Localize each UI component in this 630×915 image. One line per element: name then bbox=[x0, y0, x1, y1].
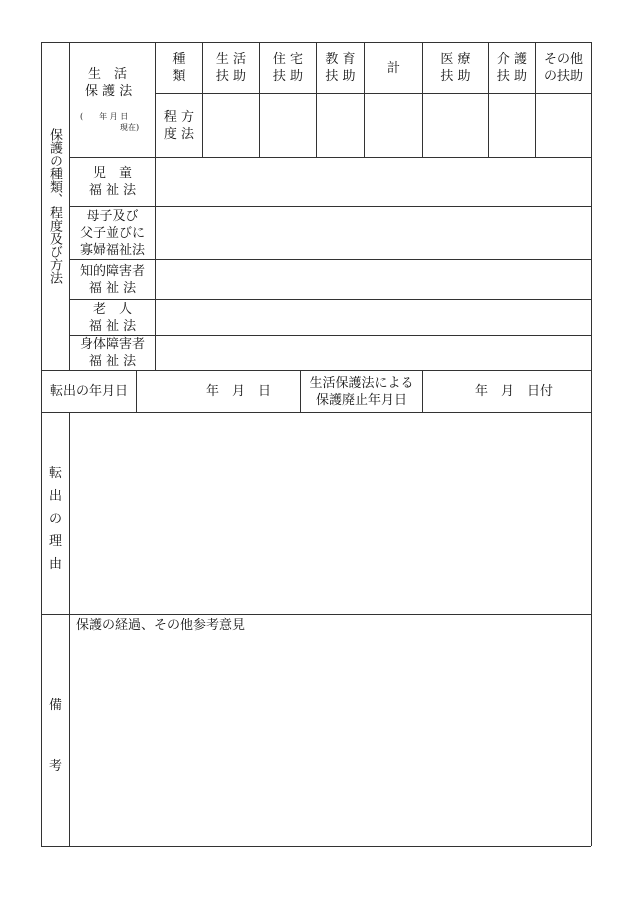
header-livelihood-aid: 生 活 扶 助 bbox=[215, 52, 247, 84]
rule-transfer-end bbox=[41, 412, 591, 413]
law-physical-disability-welfare: 身体障害者 福 祉 法 bbox=[79, 337, 145, 369]
frame-bottom bbox=[41, 846, 591, 847]
header-medical-aid: 医 療 扶 助 bbox=[440, 52, 471, 84]
remarks-title-1: 備 bbox=[49, 698, 63, 713]
transfer-date-label: 転出の年月日 bbox=[49, 384, 128, 399]
header-kind: 種 類 bbox=[172, 52, 186, 84]
abolition-date-label: 生活保護法による 保護廃止年月日 bbox=[309, 375, 414, 408]
abolition-date-value: 年 月 日付 bbox=[474, 384, 553, 399]
law-intellectual-disability-welfare: 知的障害者 福 祉 法 bbox=[79, 263, 145, 296]
header-education-aid: 教 育 扶 助 bbox=[325, 52, 356, 84]
frame-left bbox=[41, 42, 42, 846]
remarks-prompt: 保護の経過、その他参考意見 bbox=[76, 618, 246, 633]
rule-reason-end bbox=[41, 614, 591, 615]
transfer-date-value: 年 月 日 bbox=[205, 384, 271, 399]
seikatsu-date-note-1: ( 年 月 日 bbox=[80, 112, 129, 121]
seikatsu-law-line2: 保 護 法 bbox=[85, 84, 133, 99]
header-care-aid: 介 護 扶 助 bbox=[496, 52, 528, 84]
header-degree-method: 程 方 度 法 bbox=[163, 109, 195, 142]
seikatsu-date-note-2: 現在) bbox=[120, 123, 140, 132]
law-child-welfare: 児 童 福 祉 法 bbox=[88, 166, 137, 198]
header-housing-aid: 住 宅 扶 助 bbox=[272, 52, 304, 84]
rule-reason-side bbox=[69, 412, 70, 846]
rule-header bbox=[155, 93, 591, 94]
types-methods-title: 保護の種類、程度及び方法 bbox=[47, 128, 62, 284]
frame-right bbox=[591, 42, 592, 846]
seikatsu-law-line1: 生 活 bbox=[88, 67, 128, 82]
reason-title: 転 出 の 理 由 bbox=[48, 466, 62, 572]
law-elderly-welfare: 老 人 福 祉 法 bbox=[88, 301, 137, 334]
remarks-title-2: 考 bbox=[49, 759, 63, 774]
law-single-parent-welfare: 母子及び 父子並びに 寡婦福祉法 bbox=[79, 208, 145, 258]
header-total: 計 bbox=[386, 60, 400, 76]
header-other-aid: その他 の扶助 bbox=[543, 52, 583, 84]
